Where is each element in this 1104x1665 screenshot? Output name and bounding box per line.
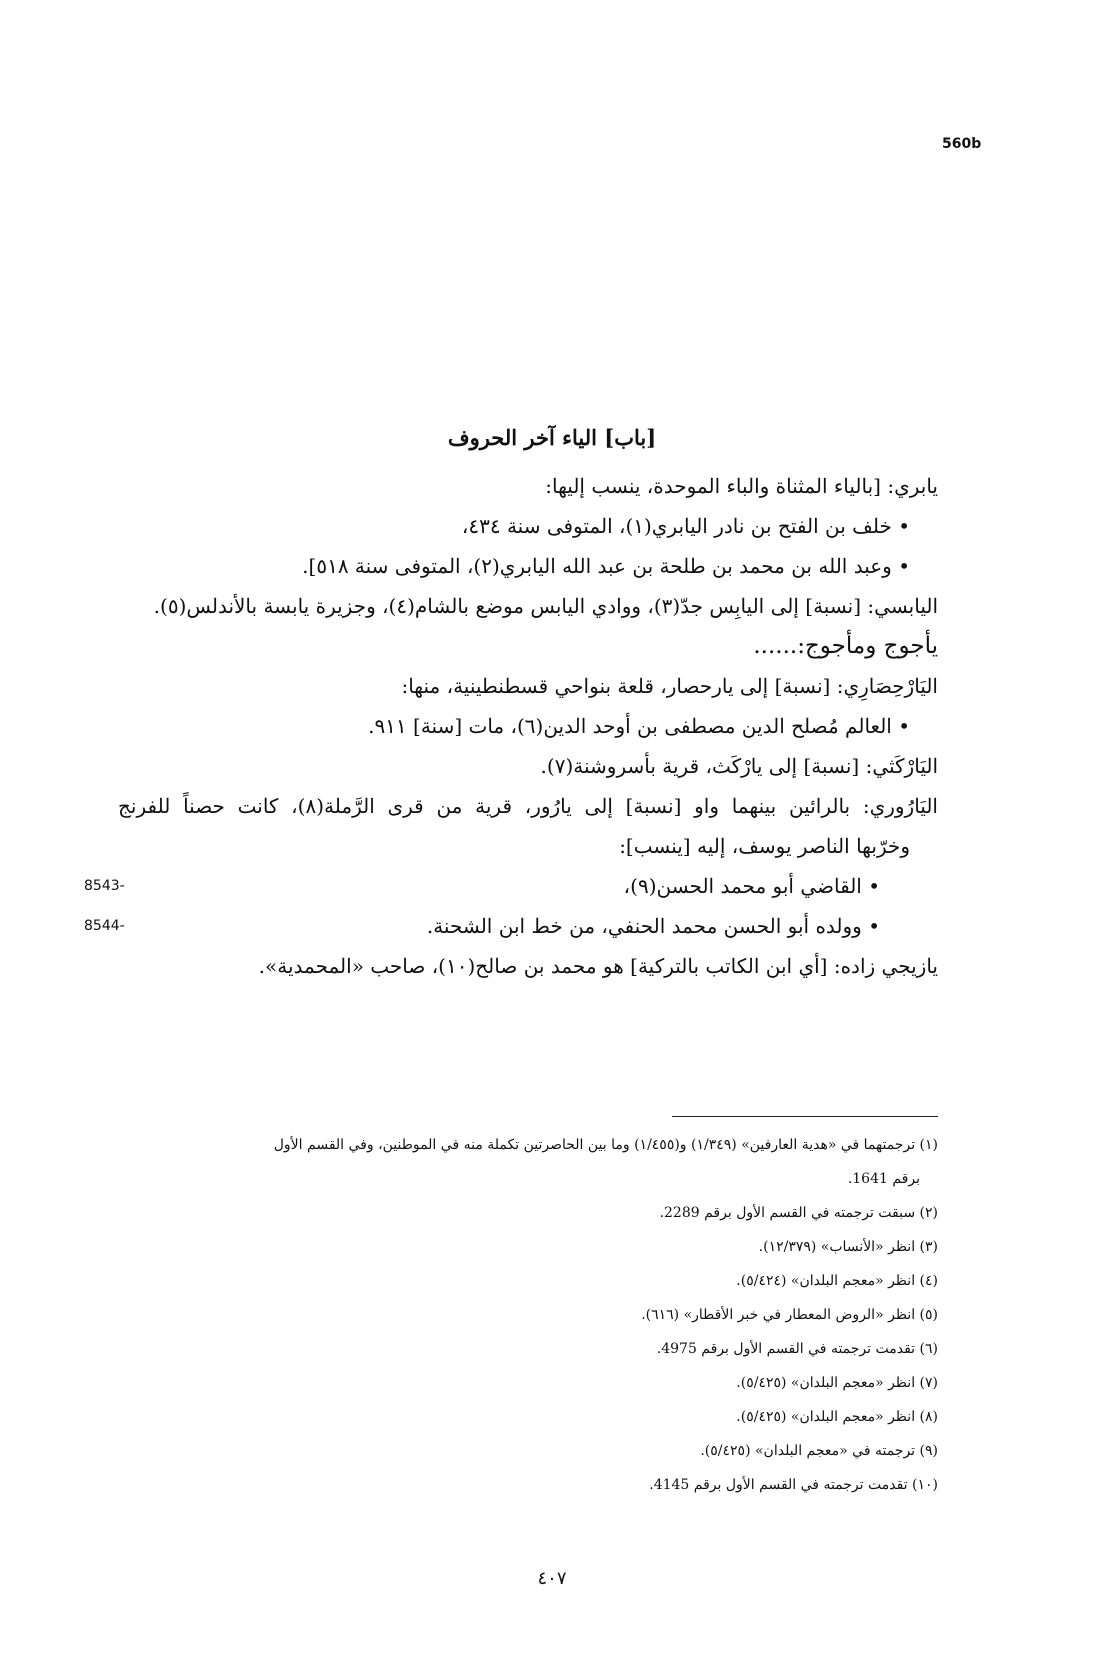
text-line-content: • القاضي أبو محمد الحسن(٩)،: [623, 874, 880, 898]
text-line-content: اليَارْكَثي: [نسبة] إلى يارْكَث، قرية بأسروشنة(٧).: [540, 754, 938, 778]
footnote: (٦) تقدمت ترجمته في القسم الأول برقم 4975.: [656, 1341, 938, 1357]
text-line-content: • وولده أبو الحسن محمد الحنفي، من خط ابن الشحنة.: [426, 914, 880, 938]
footnote: (٣) انظر «الأنساب» (١٢/٣٧٩).: [758, 1239, 938, 1255]
text-line-content: • العالم مُصلح الدين مصطفى بن أوحد الدين(٦)، مات [سنة] ٩١١.: [368, 714, 910, 738]
text-line: [118, 826, 938, 866]
footnote-separator: [672, 1116, 938, 1117]
text-line: [118, 586, 938, 626]
footnote: (٩) ترجمته في «معجم البلدان» (٥/٤٢٥).: [700, 1443, 938, 1459]
text-line-content: وخرّبها الناصر يوسف، إليه [ينسب]:: [619, 834, 910, 858]
footnote: (٥) انظر «الروض المعطار في خبر الأقطار» (٦١٦).: [641, 1307, 938, 1323]
text-line: [118, 706, 938, 746]
text-line: [84, 866, 938, 906]
footnote: (١) ترجمتهما في «هدية العارفين» (١/٣٤٩) و(١/٤٥٥) وما بين الحاصرتين تكملة منه في الموطنين، وفي القسم الأول: [273, 1137, 938, 1153]
text-line-content: يابري: [باليا‌ء المثناة والباء الموحدة، ينسب إليها:: [545, 474, 938, 498]
footnote: (٨) انظر «معجم البلدان» (٥/٤٢٥).: [736, 1409, 938, 1425]
section-heading: [باب] الياء آخر الحروف: [447, 425, 657, 450]
text-line-content: اليَارْحِصَارِي: [نسبة] إلى يارحصار، قلعة بنواحي قسطنطينية، منها:: [401, 674, 938, 698]
text-line-content: يازيجي زاده: [أي ابن الكاتب بالتركية] هو محمد بن صالح(١٠)، صاحب «المحمدية».: [258, 954, 938, 978]
entry-number: 8543-: [84, 878, 125, 894]
main-text: [84, 466, 938, 986]
text-line-content: • خلف بن الفتح بن نادر اليابري(١)، المتوفى سنة ٤٣٤،: [461, 514, 910, 538]
text-line: [118, 666, 938, 706]
text-line: [118, 626, 938, 666]
text-line-content: اليَارُوري: بالرائين بينهما واو [نسبة] إلى يارُور، قرية من قرى الرَّملة(٨)، كانت حصناً للفرنج: [118, 794, 938, 818]
text-line: [118, 946, 938, 986]
page-number: ٤٠٧: [537, 1568, 567, 1589]
footnote: برقم 1641.: [847, 1171, 920, 1187]
footnote: (٢) سبقت ترجمته في القسم الأول برقم 2289.: [659, 1205, 938, 1221]
footnote: (١٠) تقدمت ترجمته في القسم الأول برقم 4145.: [649, 1477, 938, 1493]
text-line: [118, 746, 938, 786]
text-line: [118, 546, 938, 586]
text-line-content: • وعبد الله بن محمد بن طلحة بن عبد الله اليابري(٢)، المتوفى سنة ٥١٨].: [302, 554, 910, 578]
folio-marker: 560b: [942, 136, 982, 152]
footnote: (٤) انظر «معجم البلدان» (٥/٤٢٤).: [736, 1273, 938, 1289]
text-line: [84, 906, 938, 946]
footnotes: [118, 1128, 938, 1502]
text-line-content: اليابسي: [نسبة] إلى اليابِس جدّ(٣)، ووادي اليابس موضع بالشام(٤)، وجزيرة يابسة بالأندلس(٥).: [153, 594, 938, 618]
entry-number: 8544-: [84, 918, 125, 934]
text-line: [118, 466, 938, 506]
text-line: [118, 786, 938, 826]
text-line-content: يأجوج ومأجوج:......: [753, 633, 938, 659]
footnote: (٧) انظر «معجم البلدان» (٥/٤٢٥).: [736, 1375, 938, 1391]
text-line: [118, 506, 938, 546]
